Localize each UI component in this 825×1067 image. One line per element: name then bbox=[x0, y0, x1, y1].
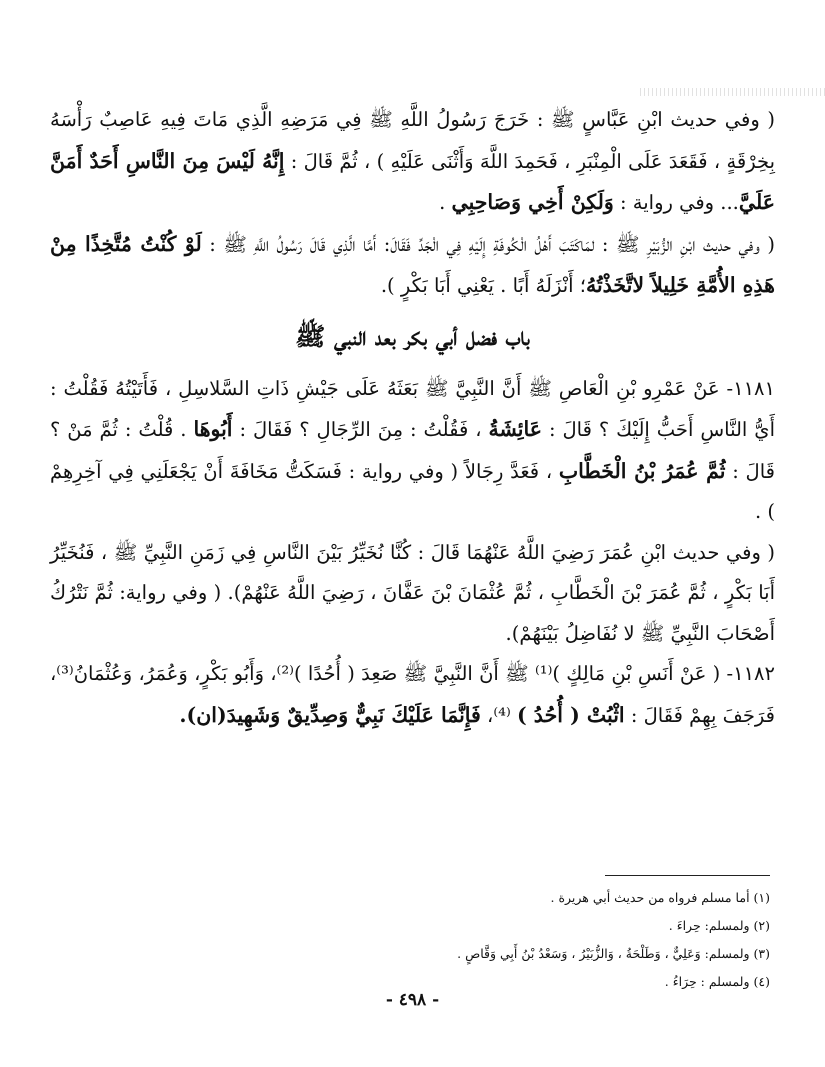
text-run: ؛ أَنْزَلَهُ أَبًا . يَعْنِي أَبَا بَكْرٍ ). bbox=[380, 274, 586, 297]
footnote-1: (١) أما مسلم فرواه من حديث أبي هريرة . bbox=[550, 890, 770, 905]
text-run: ، فَعَدَّ رِجَالاً ( وفي رواية : فَسَكَتُّ مَخَافَةَ أَنْ يَجْعَلَنِي فِي آخِرِهِمْ ) . bbox=[50, 459, 775, 523]
hadith-1182 bbox=[50, 654, 775, 736]
emphasis-text: وَلَكِنْ أَخِي وَصَاحِبِي bbox=[451, 190, 614, 214]
footnote-2: (٢) ولمسلم: حِراءَ . bbox=[668, 918, 770, 933]
paragraph-ibn-abbas bbox=[50, 100, 775, 224]
text-run: . bbox=[439, 191, 452, 214]
main-text bbox=[50, 100, 775, 736]
footnote-4: (٤) ولمسلم : حِرَاءُ . bbox=[664, 974, 770, 989]
text-run: ( وفي حديث ابْنِ الزُّبَيْرِ ﷺ : لمَاكَتَبَ أَهْلُ الْكُوفَةِ إِلَيْهِ فِي الْجَدِّ فَقَالَ: أَمَّا الَّذِي قَالَ رَسُولُ اللَّهِ ﷺ : bbox=[201, 232, 775, 256]
paragraph-ibn-umar bbox=[50, 533, 775, 655]
page-number: - ٤٩٨ - bbox=[385, 990, 440, 1010]
section-title: باب فضل أبي بكر بعد النبي ﷺ bbox=[295, 321, 530, 351]
hadith-1181 bbox=[50, 369, 775, 533]
text-run: ⁽¹⁾ bbox=[534, 662, 553, 685]
emphasis-text: فَإِنَّمَا عَلَيْكَ نَبِيٌّ وَصِدِّيقٌ وَشَهِيدَ(ان). bbox=[179, 702, 481, 727]
footnote-3: (٣) ولمسلم: وَعَلِيٌّ ، وَطَلْحَةُ ، وَالزُّبَيْرُ ، وَسَعْدُ بْنُ أَبِي وَقَّاصٍ . bbox=[457, 946, 770, 961]
text-run: ﷺ أَنَّ النَّبِيَّ ﷺ صَعِدَ ( أُحُدًا )⁽²⁾، وَأَبُو بَكْرٍ، وَعُمَرُ، وَعُثْمَانُ⁽³⁾، فَرَجَفَ بِهِمْ فَقَالَ : bbox=[50, 662, 775, 727]
text-run: ، فَقُلْتُ : مِنَ الرِّجَالِ ؟ فَقَالَ : bbox=[232, 418, 489, 441]
emphasis-text: عَائِشَةُ bbox=[488, 417, 542, 441]
emphasis-text: ثُمَّ عُمَرُ بْنُ الْخَطَّابِ bbox=[558, 458, 726, 483]
scan-speckle bbox=[640, 88, 825, 96]
footnotes bbox=[50, 875, 770, 996]
footnote-divider bbox=[605, 875, 770, 876]
text-run: ( وفي حديث ابْنِ عَبَّاسٍ ﷺ : خَرَجَ رَسُولُ اللَّهِ ﷺ فِي مَرَضِهِ الَّذِي مَاتَ فِيهِ عَاصِبٌ رَأْسَهُ بِخِرْقَةٍ ، فَقَعَدَ عَلَى الْمِنْبَرِ ، فَحَمِدَ اللَّهَ وَأَثْنَى عَلَيْهِ ) ، ثُمَّ قَالَ : bbox=[50, 108, 775, 173]
paragraph-ibn-zubair bbox=[50, 224, 775, 307]
emphasis-text: اثْبُتْ ( أُحُدُ ) bbox=[516, 702, 625, 727]
text-run: ⁽⁴⁾، bbox=[480, 703, 517, 727]
text-run: ( وفي حديث ابْنِ عُمَرَ رَضِيَ اللَّهُ عَنْهُمَا قَالَ : كُنَّا نُخَيِّرُ بَيْنَ النَّاسِ فِي زَمَنِ النَّبِيِّ ﷺ ، فَنُخَيِّرُ أَبَا بَكْرٍ ، ثُمَّ عُمَرَ بْنَ الْخَطَّابِ ، ثُمَّ عُثْمَانَ بْنَ عَفَّانَ ، رَضِيَ اللَّهُ عَنْهُمْ). ( وفي رواية: ثُمَّ نَتْرُكُ أَصْحَابَ النَّبِيِّ ﷺ لا نُفَاضِلُ بَيْنَهُمْ). bbox=[50, 540, 775, 645]
emphasis-text: لَوْ كُنْتُ مُتَّخِذًا مِنْ هَذِهِ الأُمَّةِ خَلِيلاً لاتَّخَذْتُهُ bbox=[50, 231, 775, 297]
text-run: ... وفي رواية : bbox=[613, 191, 739, 214]
emphasis-text: إِنَّهُ لَيْسَ مِنَ النَّاسِ أَحَدٌ أَمَنَّ عَلَيَّ bbox=[50, 148, 775, 214]
text-run: ١١٨١- عَنْ عَمْرِو بْنِ الْعَاصِ ﷺ أَنَّ النَّبِيَّ ﷺ بَعَثَهُ عَلَى جَيْشِ ذَاتِ السَّلاسِلِ ، فَأَتَيْتُهُ فَقُلْتُ : أَيُّ النَّاسِ أَحَبُّ إِلَيْكَ ؟ قَالَ : bbox=[50, 376, 775, 441]
text-run: ١١٨٢- ( عَنْ أَنَسِ بْنِ مَالِكٍ ) bbox=[552, 662, 775, 685]
text-run: . قُلْتُ : ثُمَّ مَنْ ؟ قَالَ : bbox=[50, 418, 775, 483]
emphasis-text: أَبُوهَا bbox=[193, 417, 233, 441]
